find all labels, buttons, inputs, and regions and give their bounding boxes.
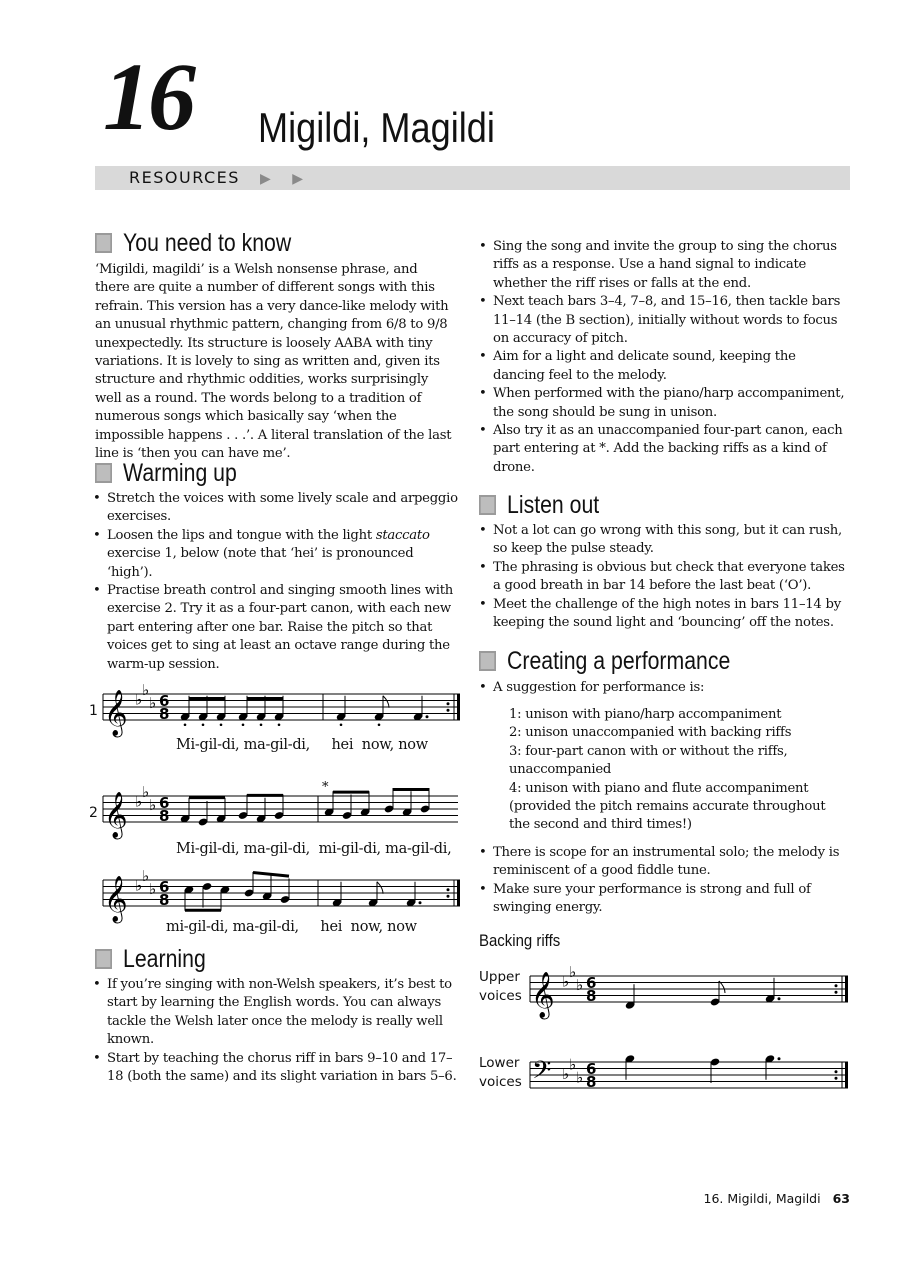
staccato-dot (260, 723, 263, 726)
list-item: • Meet the challenge of the high notes in bars 11–14 by keeping the sound light and ‘bouncing’ off the notes. (479, 596, 851, 633)
time-signature: 6 (159, 878, 170, 896)
treble-clef-icon: 𝄞 (531, 972, 555, 1018)
treble-clef-icon: 𝄞 (104, 792, 128, 838)
heading-listen-out: Listen out (479, 491, 599, 519)
staccato-dot (340, 723, 343, 726)
bass-clef-icon: 𝄢 (532, 1055, 552, 1091)
repeat-dot (835, 984, 838, 987)
time-signature: 8 (159, 807, 170, 825)
list-item: • A suggestion for performance is: (479, 679, 851, 697)
repeat-dot (835, 991, 838, 994)
final-barline (457, 694, 460, 720)
flat-icon: ♭ (135, 876, 143, 895)
list-item: • Stretch the voices with some lively scale and arpeggio exercises. (93, 490, 458, 527)
list-item: • There is scope for an instrumental solo; the melody is reminiscent of a good fiddle tune. (479, 844, 851, 881)
learning-list-continued (479, 238, 851, 477)
list-item: • Not a lot can go wrong with this song, but it can rush, so keep the pulse steady. (479, 522, 851, 559)
list-item: • Start by teaching the chorus riff in bars 9–10 and 17–18 (both the same) and its slight variation in bars 5–6. (93, 1050, 458, 1087)
checkbox-icon (95, 233, 112, 253)
checkbox-icon (479, 495, 496, 515)
warming-up-list (93, 490, 458, 674)
resources-label: RESOURCES (129, 168, 240, 187)
list-item: • The phrasing is obvious but check that everyone takes a good breath in bar 14 before the last beat (‘O’). (479, 559, 851, 596)
time-signature: 8 (586, 987, 597, 1005)
checkbox-icon (95, 949, 112, 969)
note-flag (377, 882, 383, 894)
list-item: • Also try it as an unaccompanied four-part canon, each part entering at *. Add the backing riffs as a kind of drone. (479, 422, 851, 477)
heading-learning: Learning (95, 945, 206, 973)
checkbox-icon (479, 651, 496, 671)
canon-entry-mark: * (322, 780, 329, 795)
page-title: Migildi, Magildi (258, 104, 495, 151)
list-item: • Aim for a light and delicate sound, keeping the dancing feel to the melody. (479, 348, 851, 385)
beam (253, 873, 289, 877)
list-item: • Loosen the lips and tongue with the light staccato exercise 1, below (note that ‘hei’ is pronounced ‘high’). (93, 527, 458, 582)
list-item: • Make sure your performance is strong and full of swinging energy. (479, 881, 851, 918)
time-signature: 8 (586, 1073, 597, 1091)
flat-icon: ♭ (149, 693, 157, 712)
flat-icon: ♭ (149, 879, 157, 898)
music-staff-exercise-1 (103, 680, 463, 740)
lyrics: Mi-gil-di, ma-gil-di, hei now, now (176, 737, 428, 753)
footer-chapter: 16. Migildi, Magildi (703, 1191, 821, 1206)
repeat-dot (835, 1070, 838, 1073)
time-signature: 6 (586, 974, 597, 992)
lower-voices-label: Lower voices (479, 1055, 522, 1090)
treble-clef-icon: 𝄞 (104, 876, 128, 922)
chapter-number: 16 (103, 43, 193, 150)
music-staff-exercise-2a (103, 782, 463, 842)
learning-list (93, 976, 458, 1086)
arrow-right-icon: ▶ (259, 171, 273, 187)
staccato-dot (184, 723, 187, 726)
page-footer (704, 1191, 850, 1206)
note-flag (383, 696, 389, 708)
creating-lead (479, 679, 851, 697)
staccato-dot (220, 723, 223, 726)
staccato-dot (278, 723, 281, 726)
music-staff-exercise-2b (103, 866, 463, 926)
repeat-dot (835, 1077, 838, 1080)
final-barline (457, 880, 460, 906)
repeat-dot (447, 702, 450, 705)
flat-icon: ♭ (149, 795, 157, 814)
time-signature: 8 (159, 891, 170, 909)
time-signature: 6 (159, 692, 170, 710)
page-number: 63 (832, 1191, 850, 1206)
treble-clef-icon: 𝄞 (104, 690, 128, 736)
flat-icon: ♭ (569, 962, 577, 981)
final-barline (845, 976, 848, 1002)
dot (419, 901, 422, 904)
repeat-dot (447, 895, 450, 898)
list-item: • If you’re singing with non-Welsh speakers, it’s best to start by learning the English words. You can always tackle the Welsh later once the melody is really well known. (93, 976, 458, 1050)
intro-paragraph: ‘Migildi, magildi’ is a Welsh nonsense phrase, and there are quite a number of different songs with this refrain. This version has a very dance-like melody with an unusual rhythmic pattern, changing from 6/8 to 9/8 unexpectedly. Its structure is loosely AABA with tiny variations. It is lovely to sing as written and, given its structure and rhythmic oddities, works surprisingly well as a round. The words belong to a tradition of numerous songs which basically say ‘when the impossible happens . . .’. A literal translation of the last line is ‘then you can have me’. (95, 262, 452, 462)
list-item: • Practise breath control and singing smooth lines with exercise 2. Try it as a four-part canon, with each new part entering after one bar. Raise the pitch so that voices get to sing at least an octave range during the warm-up session. (93, 582, 458, 674)
dot (778, 1057, 781, 1060)
exercise-number: 1 (89, 703, 98, 719)
staccato-dot (378, 723, 381, 726)
staccato-dot (242, 723, 245, 726)
resources-bar (95, 166, 850, 190)
upper-voices-label: Upper voices (479, 969, 522, 1004)
flat-icon: ♭ (142, 680, 150, 699)
flat-icon: ♭ (142, 866, 150, 885)
repeat-dot (447, 888, 450, 891)
list-item: • When performed with the piano/harp accompaniment, the song should be sung in unison. (479, 385, 851, 422)
heading-you-need-to-know: You need to know (95, 229, 291, 257)
time-signature: 8 (159, 705, 170, 723)
flat-icon: ♭ (576, 975, 584, 994)
final-barline (845, 1062, 848, 1088)
dot (778, 997, 781, 1000)
checkbox-icon (95, 463, 112, 483)
heading-creating-a-performance: Creating a performance (479, 647, 730, 675)
plan-item: 2: unison unaccompanied with backing riffs (509, 725, 792, 741)
repeat-dot (447, 709, 450, 712)
flat-icon: ♭ (562, 972, 570, 991)
flat-icon: ♭ (562, 1065, 570, 1083)
list-item: • Next teach bars 3–4, 7–8, and 15–16, then tackle bars 11–14 (the B section), initially without words to focus on accuracy of pitch. (479, 293, 851, 348)
plan-item: 3: four-part canon with or without the riffs, unaccompanied (509, 743, 788, 778)
flat-icon: ♭ (142, 782, 150, 801)
lyrics: mi-gil-di, ma-gil-di, hei now, now (166, 919, 417, 935)
flat-icon: ♭ (576, 1068, 584, 1087)
plan-item: 1: unison with piano/harp accompaniment (509, 707, 782, 722)
creating-list (479, 844, 851, 918)
performance-plan (509, 706, 829, 835)
plan-item: 4: unison with piano and flute accompaniment (provided the pitch remains accurate throughout the second and third times!) (509, 780, 826, 833)
dot (426, 715, 429, 718)
list-item: • Sing the song and invite the group to sing the chorus riffs as a response. Use a hand signal to indicate whether the riff rises or falls at the end. (479, 238, 851, 293)
time-signature: 6 (159, 794, 170, 812)
backing-riffs-heading: Backing riffs (479, 931, 561, 950)
listen-out-list (479, 522, 851, 632)
flat-icon: ♭ (135, 792, 143, 811)
lyrics: Mi-gil-di, ma-gil-di, mi-gil-di, ma-gil-di, (176, 841, 452, 857)
flat-icon: ♭ (135, 690, 143, 709)
heading-warming-up: Warming up (95, 459, 237, 487)
music-staff-lower-voices (530, 1048, 850, 1108)
staccato-dot (202, 723, 205, 726)
time-signature: 6 (586, 1060, 597, 1078)
exercise-number: 2 (89, 805, 98, 821)
arrow-right-icon: ▶ (292, 171, 305, 187)
flat-icon: ♭ (569, 1055, 577, 1074)
music-staff-upper-voices (530, 962, 850, 1022)
